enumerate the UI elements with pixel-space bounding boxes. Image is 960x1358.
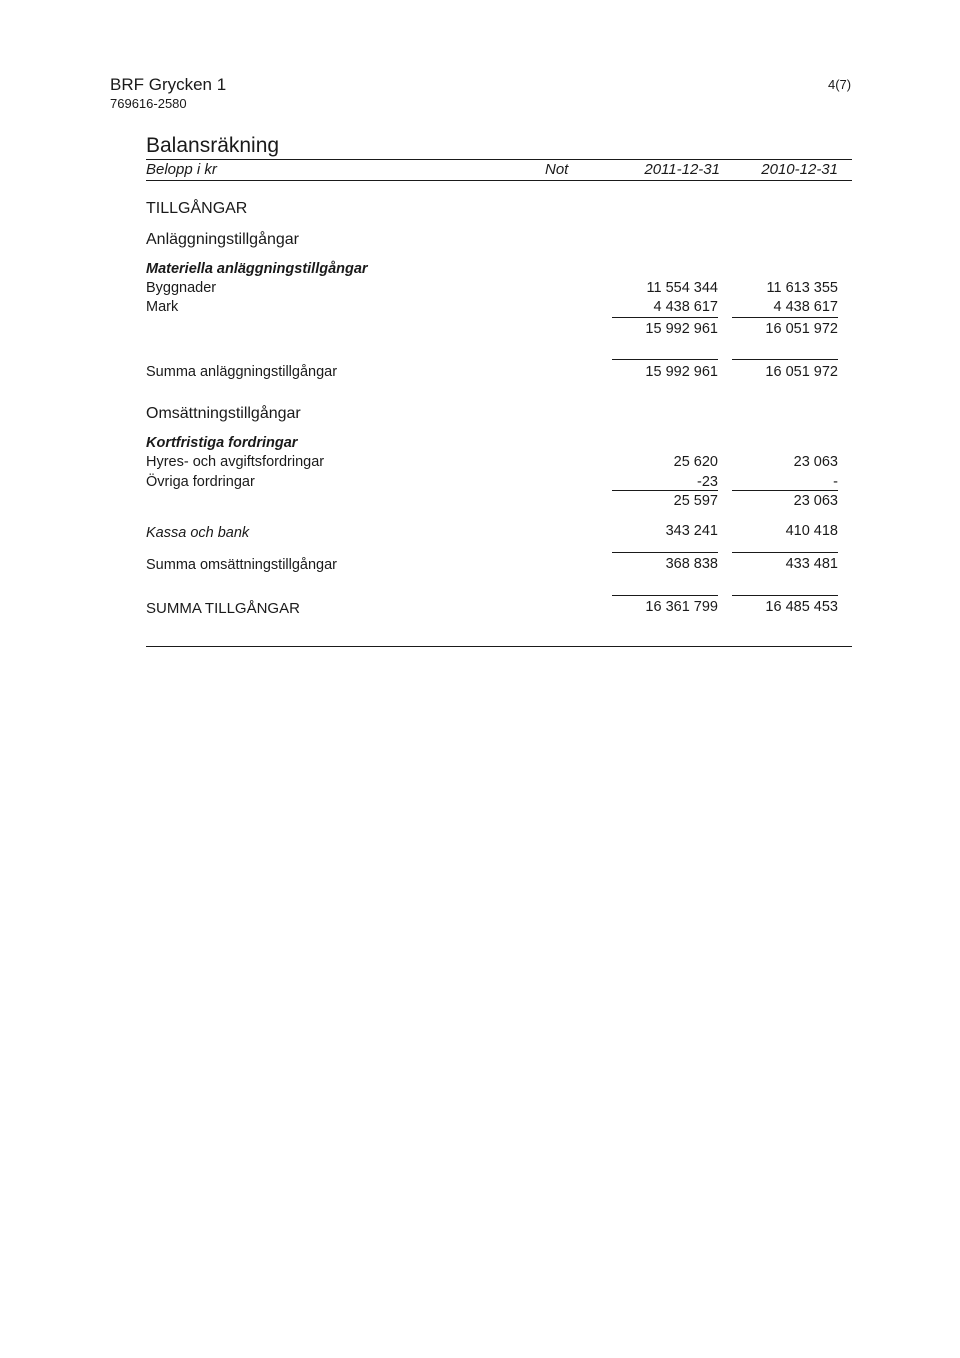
- page-number: 4(7): [828, 77, 852, 92]
- row-value-ovriga-2010: -: [833, 474, 838, 490]
- row-label-hyres: Hyres- och avgiftsfordringar: [146, 454, 325, 470]
- tangible-subtotal-2011: 15 992 961: [645, 321, 718, 337]
- document-title: Balansräkning: [146, 134, 280, 157]
- column-header-note: Not: [545, 161, 569, 178]
- current-assets-total-label: Summa omsättningstillgångar: [146, 557, 338, 573]
- row-value-byggnader-2011: 11 554 344: [646, 280, 718, 296]
- tangible-assets-heading: Materiella anläggningstillgångar: [146, 261, 368, 277]
- current-assets-heading: Omsättningstillgångar: [146, 405, 301, 422]
- current-assets-total-2011: 368 838: [665, 556, 718, 572]
- organization-number: 769616-2580: [110, 96, 187, 111]
- row-value-kassa-2010: 410 418: [785, 523, 838, 539]
- footer-rule: [146, 646, 852, 647]
- fixed-total-rule-year1: [612, 359, 718, 360]
- row-value-hyres-2011: 25 620: [673, 454, 718, 470]
- row-label-ovriga: Övriga fordringar: [146, 474, 255, 490]
- assets-total-label: SUMMA TILLGÅNGAR: [146, 600, 300, 617]
- fixed-assets-total-2010: 16 051 972: [765, 364, 838, 380]
- row-label-mark: Mark: [146, 299, 179, 315]
- row-value-mark-2010: 4 438 617: [773, 299, 838, 315]
- row-value-kassa-2011: 343 241: [665, 523, 718, 539]
- receivables-rule-year1: [612, 490, 718, 491]
- row-label-kassa: Kassa och bank: [146, 525, 250, 541]
- column-header-year2: 2010-12-31: [761, 161, 838, 178]
- subtotal-rule-year2: [732, 317, 838, 318]
- row-label-byggnader: Byggnader: [146, 280, 217, 296]
- row-value-ovriga-2011: -23: [697, 474, 718, 490]
- row-value-hyres-2010: 23 063: [793, 454, 838, 470]
- fixed-assets-total-label: Summa anläggningstillgångar: [146, 364, 338, 380]
- receivables-subtotal-2010: 23 063: [793, 493, 838, 509]
- assets-total-rule-year1: [612, 595, 718, 596]
- assets-total-2011: 16 361 799: [645, 599, 718, 615]
- header-rule-top: [146, 159, 852, 160]
- assets-total-rule-year2: [732, 595, 838, 596]
- receivables-heading: Kortfristiga fordringar: [146, 435, 298, 451]
- receivables-rule-year2: [732, 490, 838, 491]
- column-header-amount: Belopp i kr: [146, 161, 217, 178]
- column-header-year1: 2011-12-31: [644, 161, 720, 178]
- fixed-assets-heading: Anläggningstillgångar: [146, 231, 299, 248]
- current-assets-total-2010: 433 481: [785, 556, 838, 572]
- fixed-total-rule-year2: [732, 359, 838, 360]
- receivables-subtotal-2011: 25 597: [673, 493, 718, 509]
- assets-total-2010: 16 485 453: [765, 599, 838, 615]
- fixed-assets-total-2011: 15 992 961: [645, 364, 718, 380]
- row-value-byggnader-2010: 11 613 355: [766, 280, 838, 296]
- current-total-rule-year2: [732, 552, 838, 553]
- subtotal-rule-year1: [612, 317, 718, 318]
- row-value-mark-2011: 4 438 617: [653, 299, 718, 315]
- tangible-subtotal-2010: 16 051 972: [765, 321, 838, 337]
- assets-heading: TILLGÅNGAR: [146, 200, 248, 217]
- current-total-rule-year1: [612, 552, 718, 553]
- organization-name: BRF Grycken 1: [110, 75, 227, 94]
- header-rule-bottom: [146, 180, 852, 181]
